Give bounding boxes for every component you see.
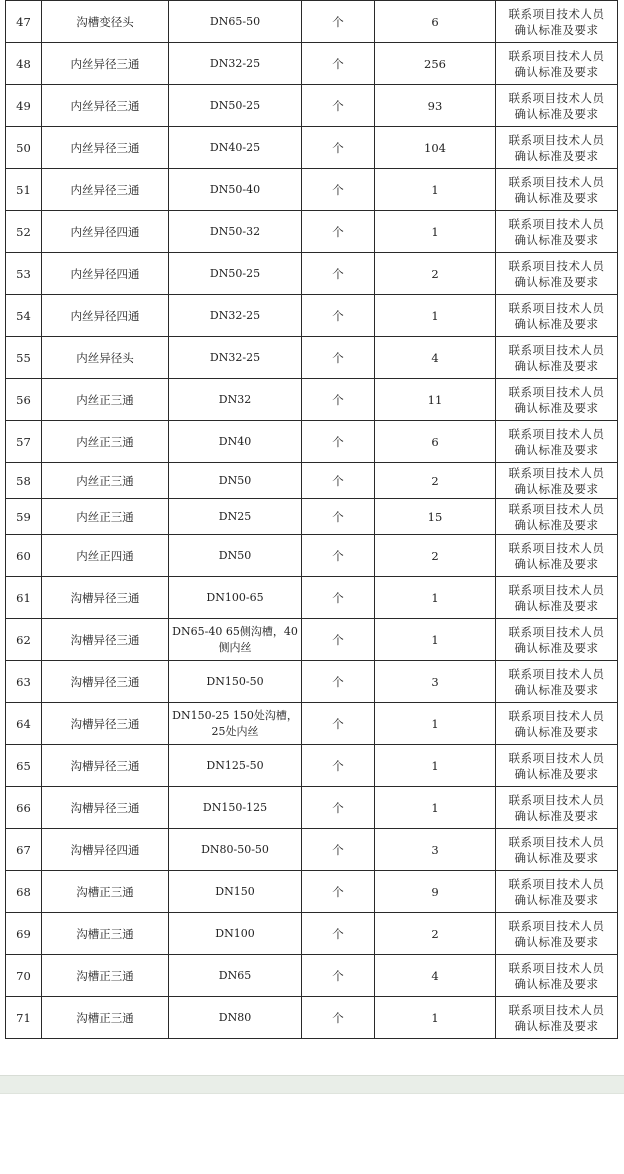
item-quantity: 2 [375, 913, 496, 955]
item-unit: 个 [302, 127, 375, 169]
item-unit: 个 [302, 337, 375, 379]
item-name: 沟槽异径三通 [42, 745, 169, 787]
table-row [6, 1, 618, 43]
table-row [6, 787, 618, 829]
item-spec: DN40-25 [169, 127, 302, 169]
item-spec: DN65-40 65侧沟槽，40侧内丝 [169, 619, 302, 661]
table-row [6, 829, 618, 871]
row-number: 52 [6, 211, 42, 253]
item-note [496, 379, 618, 421]
item-quantity: 1 [375, 997, 496, 1039]
item-unit: 个 [302, 577, 375, 619]
item-note-line: 联系项目技术人员 [508, 342, 605, 357]
item-note-line: 确认标准及要求 [514, 22, 599, 37]
item-note-line: 确认标准及要求 [514, 481, 599, 496]
item-note-line: 确认标准及要求 [514, 934, 599, 949]
item-unit: 个 [302, 43, 375, 85]
item-name: 沟槽异径四通 [42, 829, 169, 871]
item-quantity: 9 [375, 871, 496, 913]
item-unit: 个 [302, 1, 375, 43]
item-quantity: 1 [375, 295, 496, 337]
item-spec: DN150-50 [169, 661, 302, 703]
item-note-line: 联系项目技术人员 [508, 174, 605, 189]
item-note-line: 确认标准及要求 [514, 64, 599, 79]
item-quantity: 3 [375, 661, 496, 703]
item-unit: 个 [302, 85, 375, 127]
item-name: 沟槽正三通 [42, 997, 169, 1039]
item-name: 沟槽变径头 [42, 1, 169, 43]
row-number: 62 [6, 619, 42, 661]
item-note-line: 确认标准及要求 [514, 682, 599, 697]
row-number: 48 [6, 43, 42, 85]
item-note-line: 联系项目技术人员 [508, 384, 605, 399]
item-note-line: 确认标准及要求 [514, 358, 599, 373]
table-row [6, 463, 618, 499]
item-spec: DN100-65 [169, 577, 302, 619]
table-row [6, 913, 618, 955]
item-spec: DN50-25 [169, 85, 302, 127]
item-name: 内丝正三通 [42, 379, 169, 421]
item-note-line: 确认标准及要求 [514, 274, 599, 289]
table-row [6, 211, 618, 253]
item-note-line: 联系项目技术人员 [508, 426, 605, 441]
row-number: 66 [6, 787, 42, 829]
item-unit: 个 [302, 997, 375, 1039]
table-row [6, 997, 618, 1039]
item-quantity: 15 [375, 499, 496, 535]
item-unit: 个 [302, 535, 375, 577]
item-note-line: 联系项目技术人员 [508, 48, 605, 63]
item-unit: 个 [302, 499, 375, 535]
row-number: 50 [6, 127, 42, 169]
item-note-line: 确认标准及要求 [514, 1018, 599, 1033]
row-number: 67 [6, 829, 42, 871]
item-spec: DN80 [169, 997, 302, 1039]
item-note-line: 联系项目技术人员 [508, 540, 605, 555]
page-footer-bar [0, 1075, 624, 1094]
item-spec: DN50-40 [169, 169, 302, 211]
item-note [496, 127, 618, 169]
row-number: 69 [6, 913, 42, 955]
table-row [6, 43, 618, 85]
item-note-line: 联系项目技术人员 [508, 750, 605, 765]
item-note [496, 619, 618, 661]
item-spec: DN50 [169, 535, 302, 577]
item-note-line: 联系项目技术人员 [508, 960, 605, 975]
item-spec: DN50-32 [169, 211, 302, 253]
item-note [496, 43, 618, 85]
table-row [6, 955, 618, 997]
row-number: 63 [6, 661, 42, 703]
item-note-line: 联系项目技术人员 [508, 132, 605, 147]
row-number: 47 [6, 1, 42, 43]
table-row [6, 169, 618, 211]
item-note [496, 295, 618, 337]
materials-table [5, 0, 618, 1039]
item-note [496, 955, 618, 997]
item-quantity: 256 [375, 43, 496, 85]
item-quantity: 2 [375, 535, 496, 577]
item-quantity: 1 [375, 211, 496, 253]
item-note-line: 确认标准及要求 [514, 442, 599, 457]
item-quantity: 1 [375, 745, 496, 787]
item-note-line: 确认标准及要求 [514, 808, 599, 823]
item-name: 沟槽异径三通 [42, 703, 169, 745]
item-unit: 个 [302, 421, 375, 463]
item-spec: DN150-125 [169, 787, 302, 829]
item-unit: 个 [302, 913, 375, 955]
item-note-line: 确认标准及要求 [514, 400, 599, 415]
item-note [496, 1, 618, 43]
item-name: 内丝异径三通 [42, 127, 169, 169]
item-name: 沟槽正三通 [42, 913, 169, 955]
row-number: 57 [6, 421, 42, 463]
item-spec: DN50 [169, 463, 302, 499]
item-name: 内丝正四通 [42, 535, 169, 577]
item-note-line: 确认标准及要求 [514, 766, 599, 781]
item-note-line: 确认标准及要求 [514, 724, 599, 739]
item-name: 内丝异径三通 [42, 43, 169, 85]
item-name: 内丝正三通 [42, 463, 169, 499]
item-unit: 个 [302, 661, 375, 703]
item-name: 内丝异径四通 [42, 295, 169, 337]
item-note-line: 联系项目技术人员 [508, 1002, 605, 1017]
item-spec: DN65 [169, 955, 302, 997]
item-quantity: 104 [375, 127, 496, 169]
item-unit: 个 [302, 253, 375, 295]
item-note [496, 661, 618, 703]
row-number: 71 [6, 997, 42, 1039]
row-number: 64 [6, 703, 42, 745]
table-row [6, 871, 618, 913]
item-quantity: 4 [375, 337, 496, 379]
item-name: 内丝正三通 [42, 421, 169, 463]
item-note-line: 联系项目技术人员 [508, 90, 605, 105]
row-number: 55 [6, 337, 42, 379]
item-unit: 个 [302, 787, 375, 829]
row-number: 51 [6, 169, 42, 211]
item-spec: DN50-25 [169, 253, 302, 295]
item-note [496, 577, 618, 619]
item-note-line: 联系项目技术人员 [508, 708, 605, 723]
item-note [496, 535, 618, 577]
item-quantity: 3 [375, 829, 496, 871]
item-note-line: 联系项目技术人员 [508, 624, 605, 639]
item-note-line: 确认标准及要求 [514, 598, 599, 613]
item-note-line: 联系项目技术人员 [508, 258, 605, 273]
item-note-line: 联系项目技术人员 [508, 300, 605, 315]
item-quantity: 1 [375, 619, 496, 661]
item-spec: DN32-25 [169, 43, 302, 85]
item-spec: DN40 [169, 421, 302, 463]
item-name: 内丝异径四通 [42, 253, 169, 295]
item-unit: 个 [302, 703, 375, 745]
item-quantity: 93 [375, 85, 496, 127]
table-row [6, 619, 618, 661]
item-note [496, 703, 618, 745]
item-name: 内丝异径三通 [42, 85, 169, 127]
item-note [496, 421, 618, 463]
row-number: 61 [6, 577, 42, 619]
item-name: 沟槽正三通 [42, 955, 169, 997]
table-row [6, 295, 618, 337]
table-row [6, 745, 618, 787]
item-note-line: 确认标准及要求 [514, 976, 599, 991]
item-note-line: 确认标准及要求 [514, 316, 599, 331]
item-spec: DN32 [169, 379, 302, 421]
row-number: 68 [6, 871, 42, 913]
item-unit: 个 [302, 169, 375, 211]
item-note-line: 确认标准及要求 [514, 106, 599, 121]
item-note [496, 85, 618, 127]
item-note-line: 确认标准及要求 [514, 556, 599, 571]
item-name: 内丝正三通 [42, 499, 169, 535]
table-row [6, 127, 618, 169]
row-number: 70 [6, 955, 42, 997]
item-quantity: 6 [375, 421, 496, 463]
item-spec: DN100 [169, 913, 302, 955]
item-spec: DN125-50 [169, 745, 302, 787]
item-unit: 个 [302, 295, 375, 337]
item-quantity: 1 [375, 703, 496, 745]
table-row [6, 661, 618, 703]
item-note-line: 确认标准及要求 [514, 232, 599, 247]
item-note-line: 联系项目技术人员 [508, 876, 605, 891]
item-unit: 个 [302, 871, 375, 913]
item-note-line: 联系项目技术人员 [508, 834, 605, 849]
item-name: 沟槽异径三通 [42, 577, 169, 619]
item-unit: 个 [302, 829, 375, 871]
table-row [6, 421, 618, 463]
item-note-line: 确认标准及要求 [514, 517, 599, 532]
item-note [496, 745, 618, 787]
item-note-line: 确认标准及要求 [514, 640, 599, 655]
item-name: 内丝异径四通 [42, 211, 169, 253]
row-number: 53 [6, 253, 42, 295]
item-spec: DN150 [169, 871, 302, 913]
item-spec: DN32-25 [169, 337, 302, 379]
item-name: 沟槽异径三通 [42, 619, 169, 661]
table-row [6, 337, 618, 379]
row-number: 49 [6, 85, 42, 127]
table-row [6, 85, 618, 127]
item-note-line: 联系项目技术人员 [508, 582, 605, 597]
item-note-line: 联系项目技术人员 [508, 792, 605, 807]
item-quantity: 2 [375, 463, 496, 499]
item-note-line: 联系项目技术人员 [508, 216, 605, 231]
item-quantity: 4 [375, 955, 496, 997]
item-note-line: 确认标准及要求 [514, 190, 599, 205]
item-note-line: 联系项目技术人员 [508, 6, 605, 21]
item-unit: 个 [302, 955, 375, 997]
item-name: 沟槽异径三通 [42, 787, 169, 829]
item-name: 沟槽异径三通 [42, 661, 169, 703]
row-number: 54 [6, 295, 42, 337]
item-note [496, 913, 618, 955]
item-quantity: 6 [375, 1, 496, 43]
row-number: 59 [6, 499, 42, 535]
table-row [6, 703, 618, 745]
row-number: 60 [6, 535, 42, 577]
item-spec: DN80-50-50 [169, 829, 302, 871]
item-note [496, 337, 618, 379]
item-quantity: 2 [375, 253, 496, 295]
item-unit: 个 [302, 619, 375, 661]
item-note-line: 联系项目技术人员 [508, 501, 605, 516]
item-note [496, 829, 618, 871]
item-note-line: 联系项目技术人员 [508, 465, 605, 480]
item-spec: DN150-25 150处沟槽，25处内丝 [169, 703, 302, 745]
item-note [496, 997, 618, 1039]
item-spec: DN32-25 [169, 295, 302, 337]
table-row [6, 379, 618, 421]
row-number: 58 [6, 463, 42, 499]
item-unit: 个 [302, 379, 375, 421]
row-number: 65 [6, 745, 42, 787]
item-note [496, 253, 618, 295]
item-note-line: 确认标准及要求 [514, 850, 599, 865]
row-number: 56 [6, 379, 42, 421]
item-name: 沟槽正三通 [42, 871, 169, 913]
item-quantity: 1 [375, 169, 496, 211]
item-note [496, 499, 618, 535]
item-note-line: 确认标准及要求 [514, 892, 599, 907]
item-note-line: 联系项目技术人员 [508, 918, 605, 933]
item-unit: 个 [302, 745, 375, 787]
table-row [6, 253, 618, 295]
item-unit: 个 [302, 211, 375, 253]
item-name: 内丝异径三通 [42, 169, 169, 211]
item-note [496, 787, 618, 829]
item-note [496, 871, 618, 913]
item-note [496, 463, 618, 499]
item-quantity: 1 [375, 787, 496, 829]
item-name: 内丝异径头 [42, 337, 169, 379]
table-row [6, 535, 618, 577]
table-row [6, 577, 618, 619]
item-note-line: 联系项目技术人员 [508, 666, 605, 681]
materials-table-body [6, 1, 618, 1039]
item-unit: 个 [302, 463, 375, 499]
item-quantity: 11 [375, 379, 496, 421]
item-quantity: 1 [375, 577, 496, 619]
item-spec: DN65-50 [169, 1, 302, 43]
item-spec: DN25 [169, 499, 302, 535]
item-note-line: 确认标准及要求 [514, 148, 599, 163]
item-note [496, 211, 618, 253]
table-row [6, 499, 618, 535]
item-note [496, 169, 618, 211]
